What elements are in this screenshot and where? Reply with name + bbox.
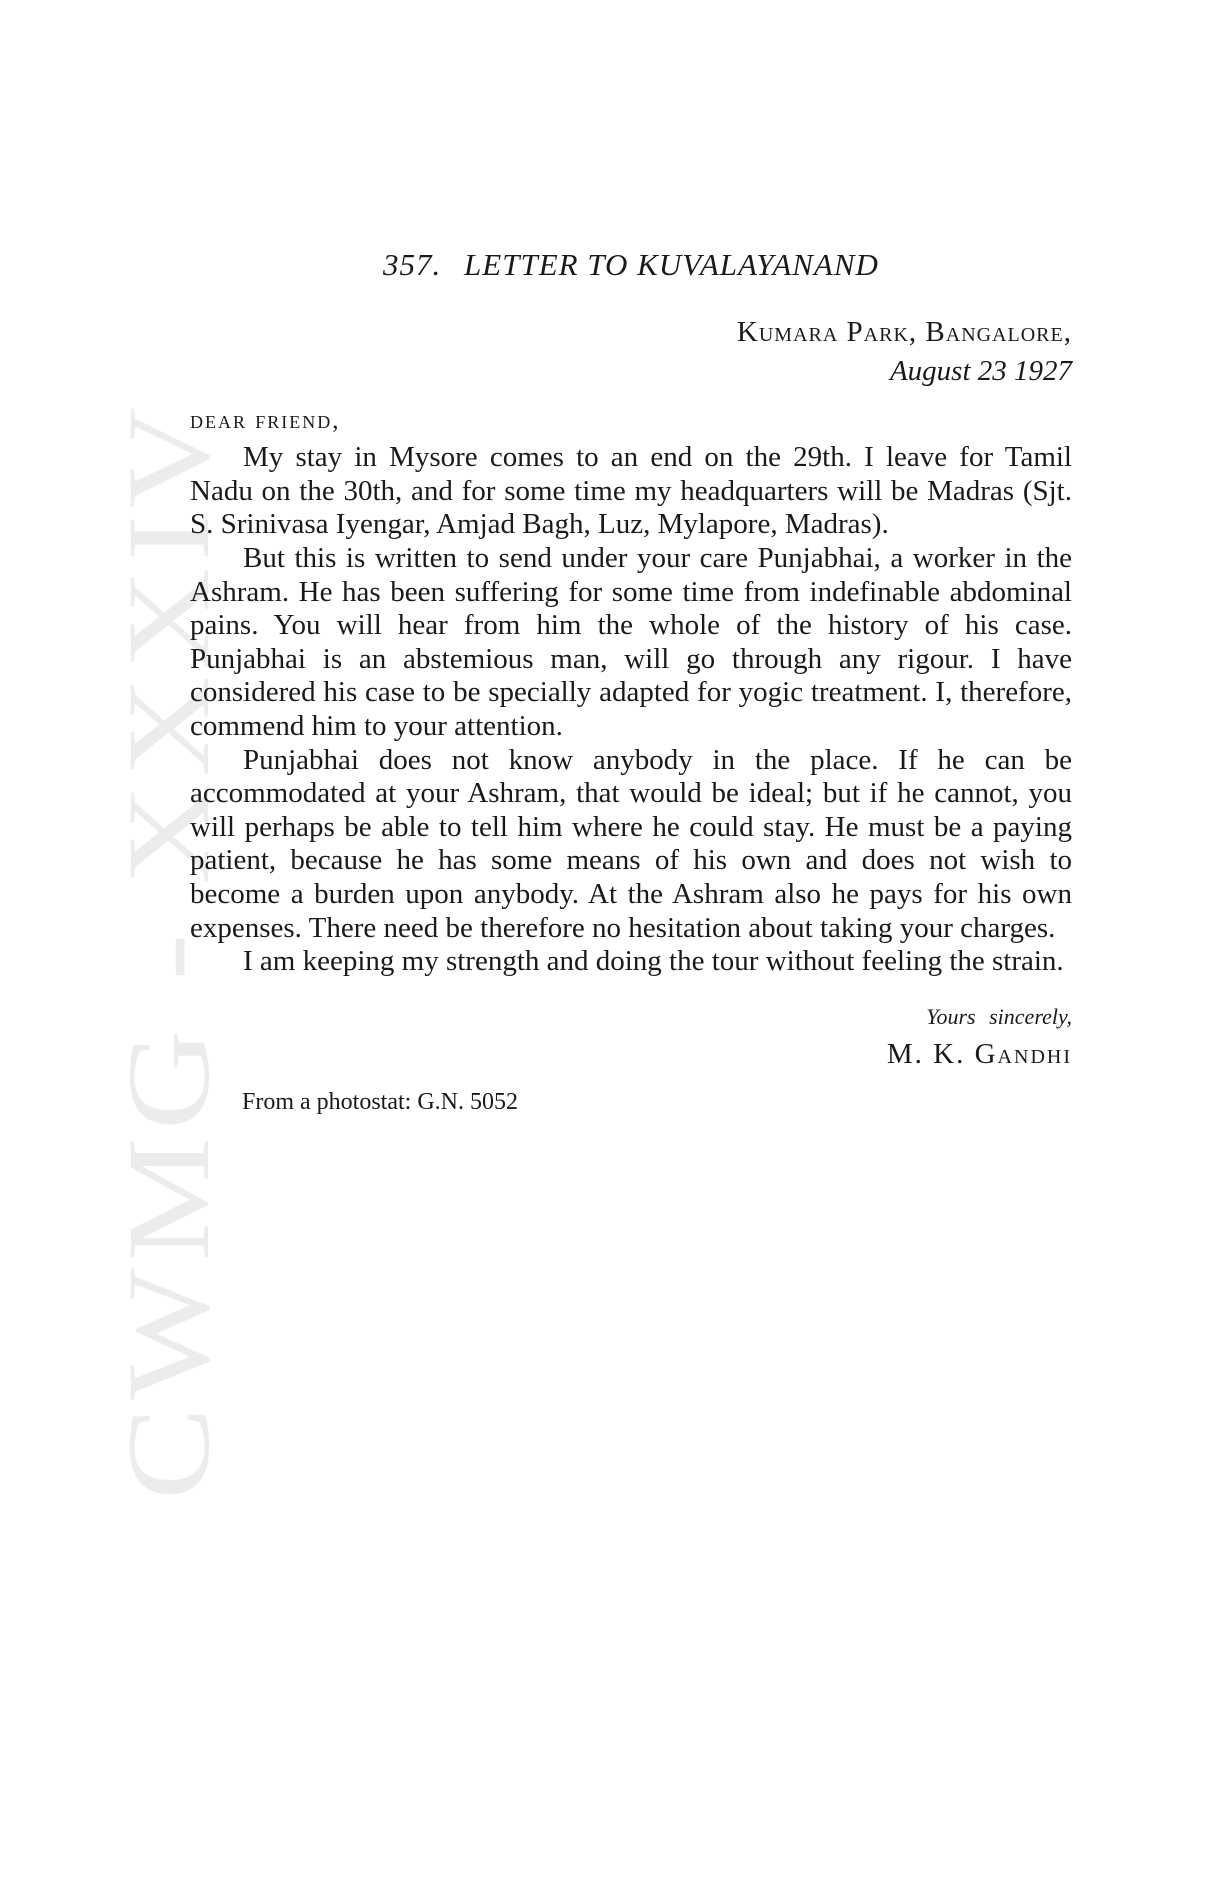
letter-date: August 23 1927: [889, 355, 1072, 388]
source-note: From a photostat: G.N. 5052: [242, 1088, 518, 1115]
letter-heading: [190, 245, 1072, 285]
closing-phrase: Yours sincerely,: [926, 1003, 1072, 1029]
body-paragraph-3: Punjabhai does not know anybody in the place. If he can be accommodated at your Ashram, that would be ideal; but if he cannot, you will perhaps be able to tell him where he could stay. He must be a paying patient, because he has some means of his own and does not wish to become a burden upon anybody. At the Ashram also he pays for his own expenses. There need be therefore no hesitation about taking your charges.: [190, 743, 1072, 944]
svg-text:CWMG - XXXIV: CWMG - XXXIV: [103, 569, 234, 1500]
signature: M. K. Gandhi: [886, 1037, 1072, 1070]
sender-address: Kumara Park, Bangalore,: [736, 316, 1072, 349]
salutation: dear friend,: [190, 407, 341, 435]
body-paragraph-2: But this is written to send under your care Punjabhai, a worker in the Ashram. He has been suffering for some time from indefinable abdominal pains. You will hear from him the whole of the history of his case. Punjabhai is an abstemious man, will go through any rigour. I have considered his case to be specially adapted for yogic treatment. I, therefore, commend him to your attention.: [190, 542, 1072, 743]
letter-content: [190, 245, 1072, 1119]
body-paragraph-4: I am keeping my strength and doing the tour without feeling the strain.: [243, 945, 1064, 978]
letter-number: 357.: [383, 247, 442, 282]
body-paragraph-1: My stay in Mysore comes to an end on the 29th. I leave for Tamil Nadu on the 30th, and for some time my headquarters will be Madras (Sjt. S. Srinivasa Iyengar, Amjad Bagh, Luz, Mylapore, Madras).: [190, 441, 1072, 541]
letter-title: LETTER TO KUVALAYANAND: [464, 247, 879, 282]
